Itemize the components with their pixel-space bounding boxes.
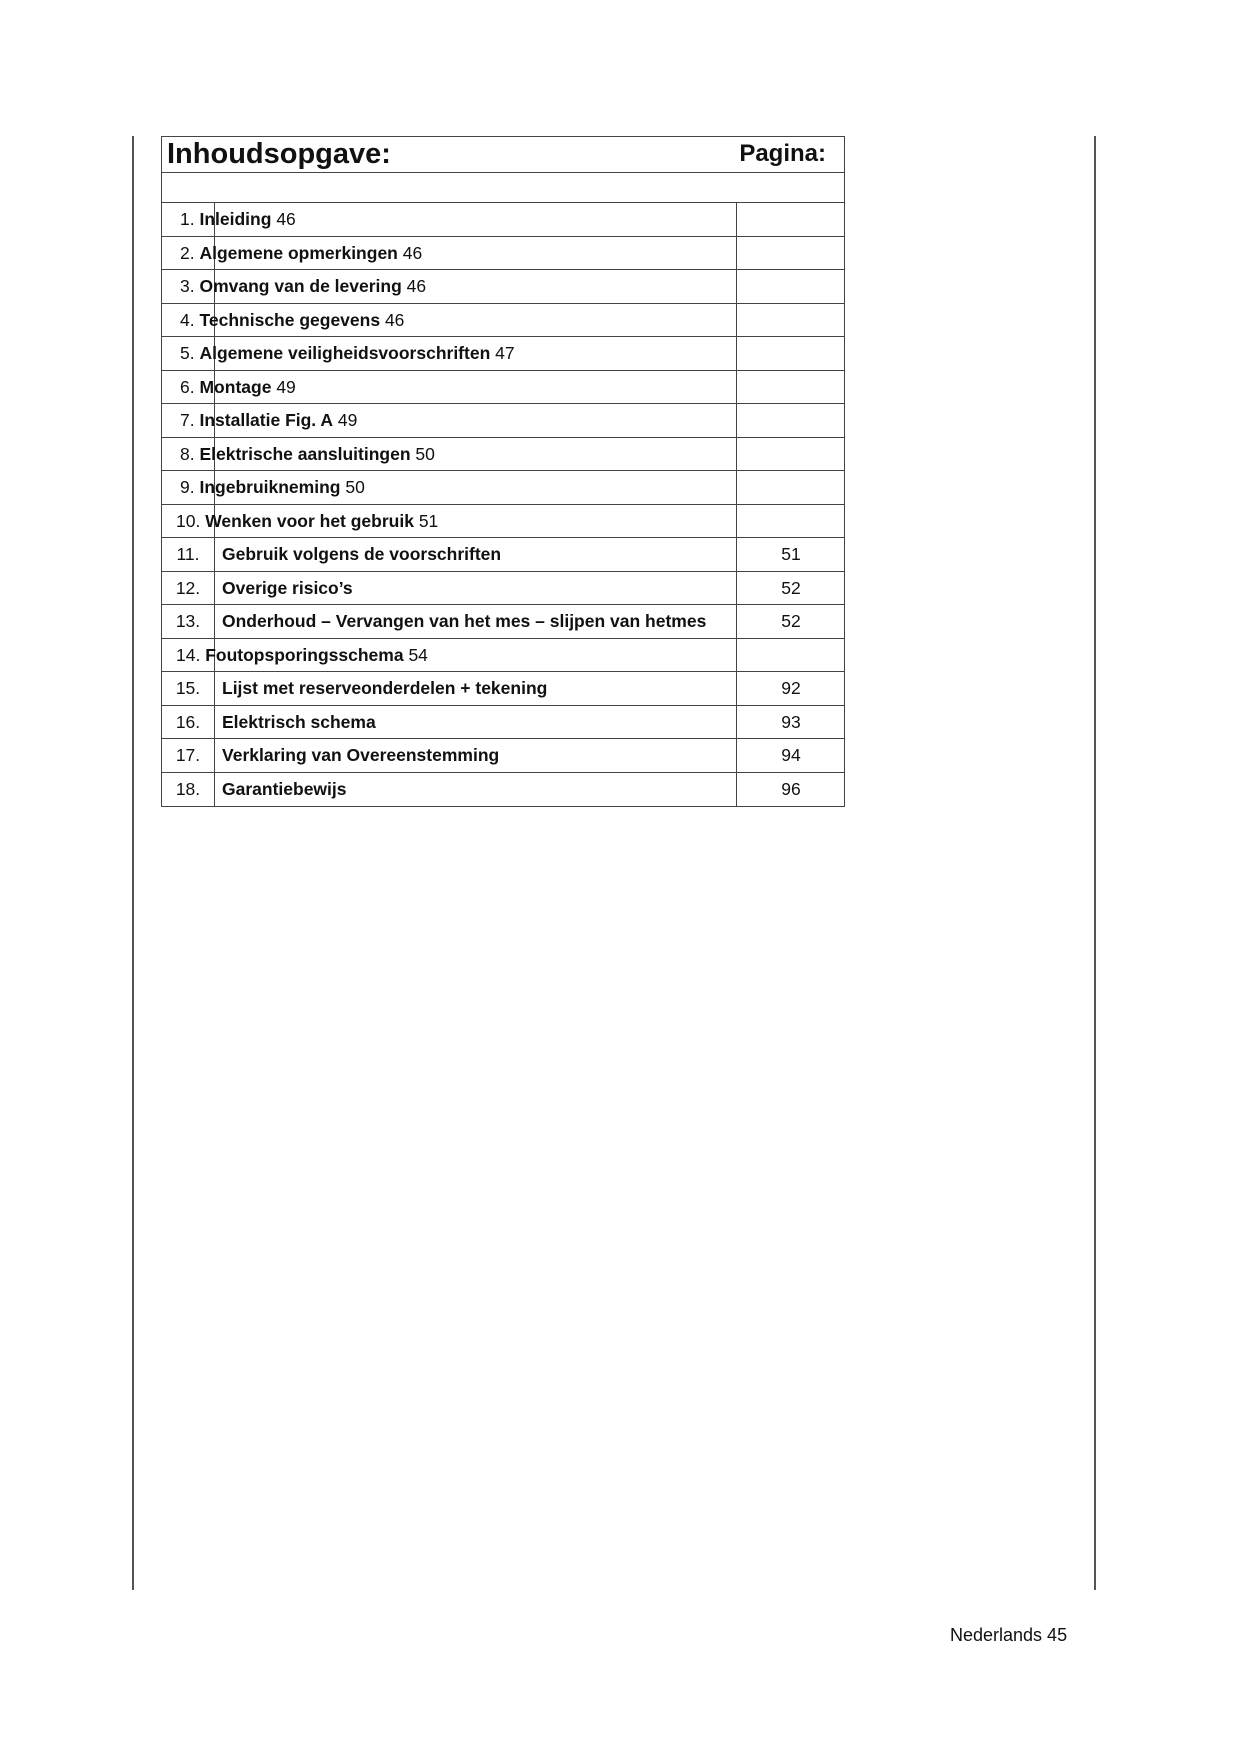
toc-entry[interactable] <box>162 538 844 572</box>
toc-entry-number: 11. <box>176 544 200 564</box>
toc-entry-page: 51 <box>418 510 439 531</box>
toc-entry-number: 2. <box>180 242 195 263</box>
toc-entry[interactable] <box>162 237 844 271</box>
toc-entry-label: Gebruik volgens de voorschriften <box>222 544 502 564</box>
toc-title: Inhoudsopgave: <box>167 138 391 170</box>
toc-entry[interactable] <box>162 605 844 639</box>
toc-entry-page: 52 <box>781 611 801 631</box>
toc-entry-page: 50 <box>415 443 435 464</box>
toc-entry-page: 54 <box>408 644 428 665</box>
toc-entry[interactable] <box>162 371 844 405</box>
toc-entry-label: Overige risico’s <box>222 577 353 598</box>
toc-entry-number: 5. <box>180 343 195 363</box>
toc-entry-label: Foutopsporingsschema <box>205 644 404 665</box>
toc-entry-label: Technische gegevens <box>199 309 381 330</box>
toc-entry-number: 18. <box>175 778 201 799</box>
toc-entry-page: 46 <box>384 309 405 330</box>
toc-entry-number: 7. <box>180 410 195 430</box>
toc-entry-label: Verklaring van Overeenstemming <box>222 745 500 765</box>
toc-entry[interactable] <box>162 739 844 773</box>
toc-entry-page: 46 <box>402 242 423 263</box>
toc-entry[interactable] <box>162 505 844 539</box>
toc-entry-page: 94 <box>781 745 801 765</box>
toc-entry-page: 50 <box>345 477 365 497</box>
toc-entry-label: Omvang van de levering <box>199 276 402 296</box>
toc-entry-number: 3. <box>180 276 195 296</box>
toc-entry-page: 92 <box>781 678 801 698</box>
toc-entry-page: 49 <box>337 410 358 430</box>
toc-entry-page: 52 <box>781 577 801 598</box>
toc-rows <box>162 203 844 806</box>
toc-entry-page: 47 <box>495 343 515 363</box>
toc-entry[interactable] <box>162 672 844 706</box>
table-of-contents <box>161 136 845 807</box>
toc-entry-number: 9. <box>180 477 195 497</box>
toc-entry-label: Montage <box>199 376 272 397</box>
toc-entry[interactable] <box>162 304 844 338</box>
toc-entry[interactable] <box>162 404 844 438</box>
toc-entry-number: 14. <box>176 644 201 665</box>
toc-entry-page: 49 <box>276 376 296 397</box>
toc-entry[interactable] <box>162 337 844 371</box>
toc-entry[interactable] <box>162 639 844 673</box>
toc-entry-number: 6. <box>180 376 195 397</box>
toc-entry-page: 93 <box>781 711 801 732</box>
toc-entry-page: 51 <box>781 544 801 564</box>
toc-page-column-title: Pagina: <box>739 140 826 167</box>
toc-entry-label: Onderhoud – Vervangen van het mes – slijpen van hetmes <box>222 611 707 631</box>
toc-entry-label: Elektrische aansluitingen <box>199 443 411 464</box>
toc-entry-number: 10. <box>176 510 201 531</box>
toc-entry-page: 46 <box>276 209 296 229</box>
toc-entry-number: 16. <box>175 711 201 732</box>
toc-entry-label: Algemene veiligheidsvoorschriften <box>199 343 491 363</box>
toc-entry[interactable] <box>162 438 844 472</box>
toc-entry[interactable] <box>162 572 844 606</box>
toc-entry-page: 46 <box>406 276 427 296</box>
toc-entry-number: 8. <box>180 443 195 464</box>
toc-entry-label: Lijst met reserveonderdelen + tekening <box>222 678 548 698</box>
toc-entry-number: 4. <box>180 309 195 330</box>
toc-entry-label: Garantiebewijs <box>222 778 347 799</box>
toc-entry-label: Inleiding <box>199 209 272 229</box>
toc-header <box>162 137 844 173</box>
toc-entry[interactable] <box>162 270 844 304</box>
toc-entry-label: Ingebruikneming <box>199 477 341 497</box>
toc-entry[interactable] <box>162 706 844 740</box>
toc-entry-number: 1. <box>180 209 195 229</box>
toc-entry-number: 13. <box>175 611 201 631</box>
left-margin-rule <box>132 136 134 1590</box>
page-footer: Nederlands 45 <box>950 1625 1068 1645</box>
toc-entry[interactable] <box>162 203 844 237</box>
toc-entry-page: 96 <box>781 778 801 799</box>
toc-entry[interactable] <box>162 773 844 807</box>
toc-entry[interactable] <box>162 471 844 505</box>
right-margin-rule <box>1094 136 1096 1590</box>
toc-entry-number: 12. <box>175 577 201 598</box>
toc-entry-label: Elektrisch schema <box>222 711 376 732</box>
toc-entry-label: Wenken voor het gebruik <box>205 510 414 531</box>
toc-spacer-row <box>162 173 844 203</box>
toc-entry-label: Algemene opmerkingen <box>199 242 398 263</box>
toc-entry-label: Installatie Fig. A <box>199 410 334 430</box>
toc-entry-number: 15. <box>175 678 201 698</box>
toc-entry-number: 17. <box>175 745 201 765</box>
